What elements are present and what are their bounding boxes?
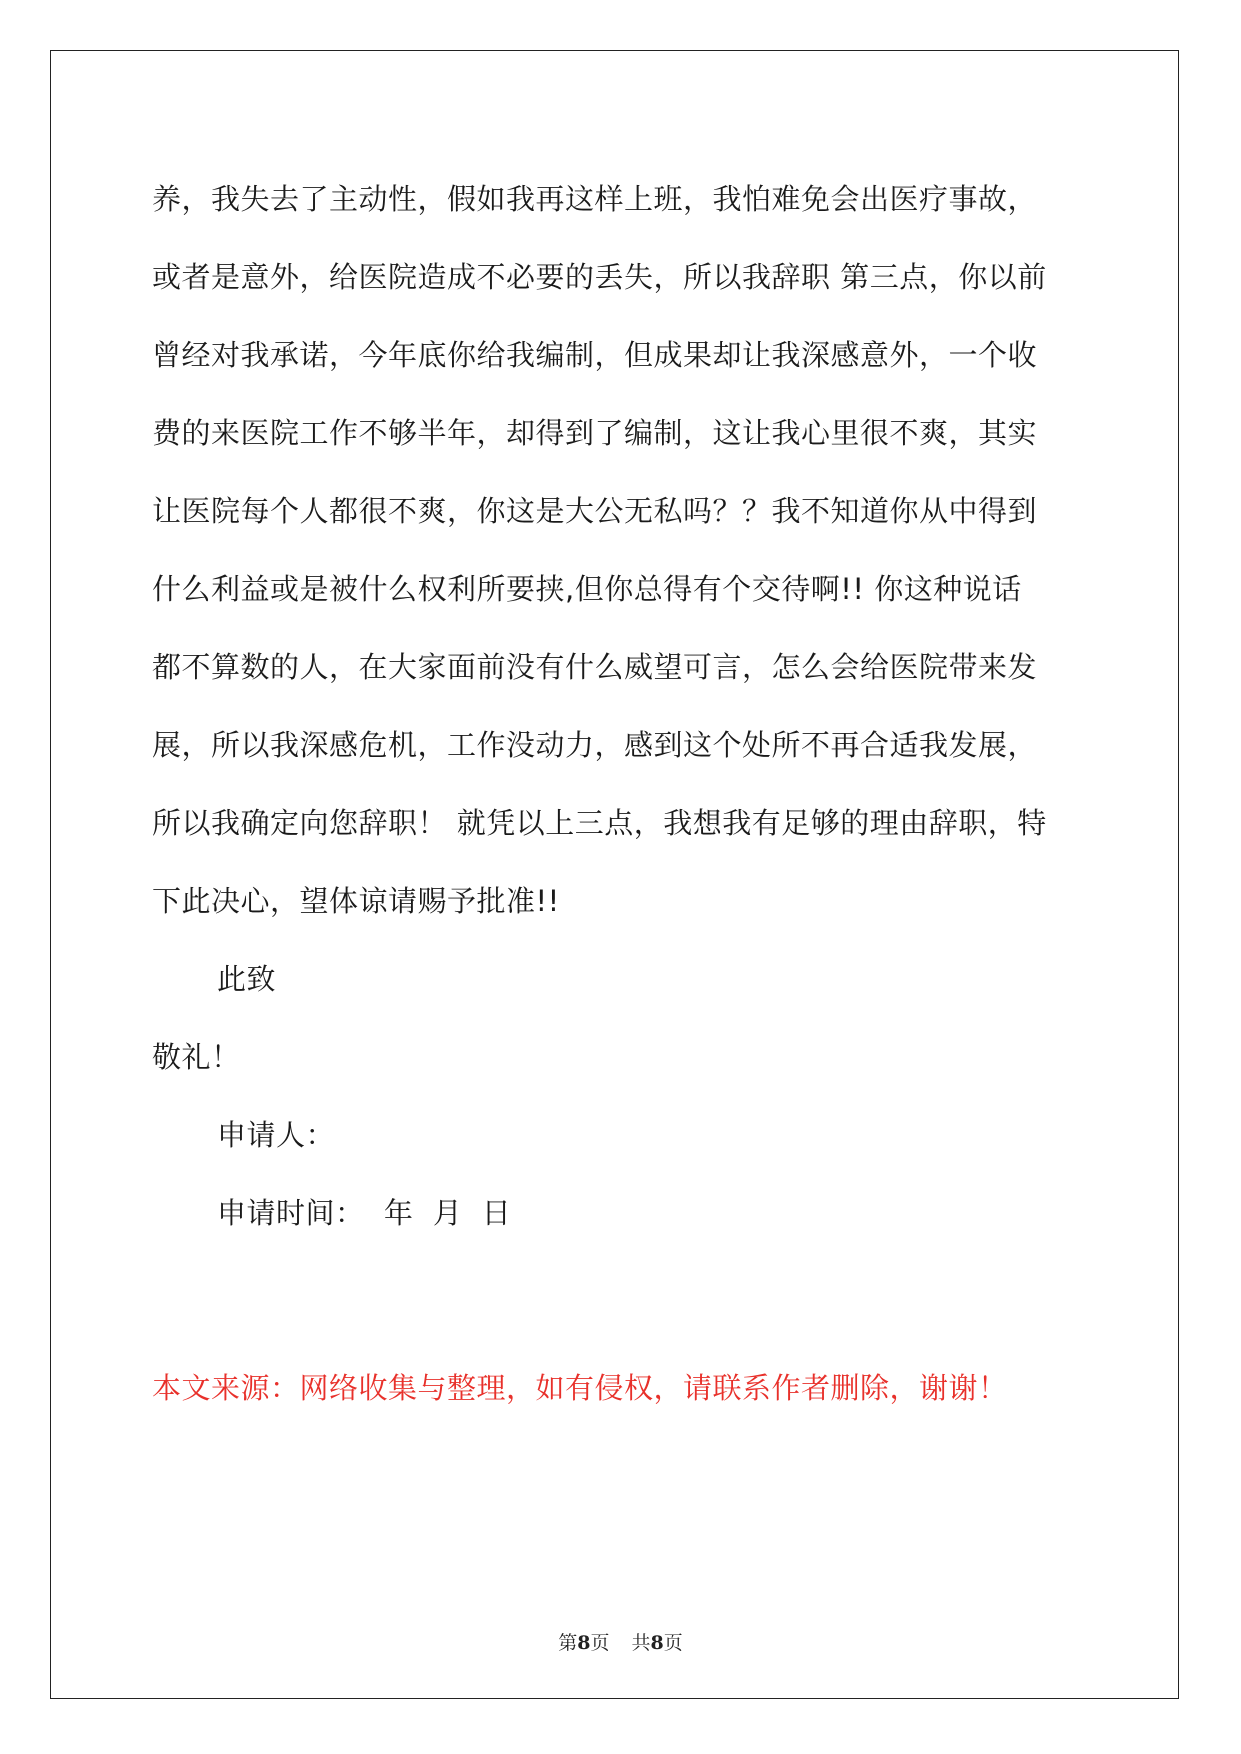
applicant-label: 申请人： — [217, 1118, 336, 1152]
body-line: 什么利益或是被什么权利所要挟,但你总得有个交待啊!! 你这种说话 — [152, 572, 1022, 606]
body-line: 曾经对我承诺，今年底你给我编制，但成果却让我深感意外，一个收 — [152, 338, 1038, 372]
closing-line: 此致 — [217, 962, 277, 996]
page-prefix: 第 — [558, 1632, 578, 1654]
body-line: 养，我失去了主动性，假如我再这样上班，我怕难免会出医疗事故， — [152, 182, 1038, 216]
date-label-text: 申请时间： 年 月 日 — [217, 1196, 512, 1230]
body-line: 都不算数的人，在大家面前没有什么威望可言，怎么会给医院带来发 — [152, 650, 1038, 684]
body-line: 下此决心，望体谅请赐予批准!! — [152, 884, 560, 918]
body-line: 让医院每个人都很不爽，你这是大公无私吗？？我不知道你从中得到 — [152, 494, 1038, 528]
page-mid: 页 — [590, 1632, 610, 1654]
total-prefix: 共 — [631, 1632, 651, 1654]
body-line: 所以我确定向您辞职！ 就凭以上三点，我想我有足够的理由辞职，特 — [152, 806, 1047, 840]
body-line: 费的来医院工作不够半年，却得到了编制，这让我心里很不爽，其实 — [152, 416, 1038, 450]
total-suffix: 页 — [663, 1632, 683, 1654]
page-footer — [0, 1628, 1241, 1655]
salutation-line: 敬礼！ — [152, 1040, 241, 1074]
letter-body — [152, 160, 1082, 1252]
date-label — [152, 1174, 1082, 1252]
page-current: 8 — [577, 1632, 591, 1654]
body-line: 或者是意外，给医院造成不必要的丢失，所以我辞职 第三点，你以前 — [152, 260, 1047, 294]
source-note: 本文来源：网络收集与整理，如有侵权，请联系作者删除，谢谢！ — [152, 1371, 1008, 1405]
body-line: 展，所以我深感危机，工作没动力，感到这个处所不再合适我发展， — [152, 728, 1038, 762]
page-total: 8 — [650, 1632, 664, 1654]
